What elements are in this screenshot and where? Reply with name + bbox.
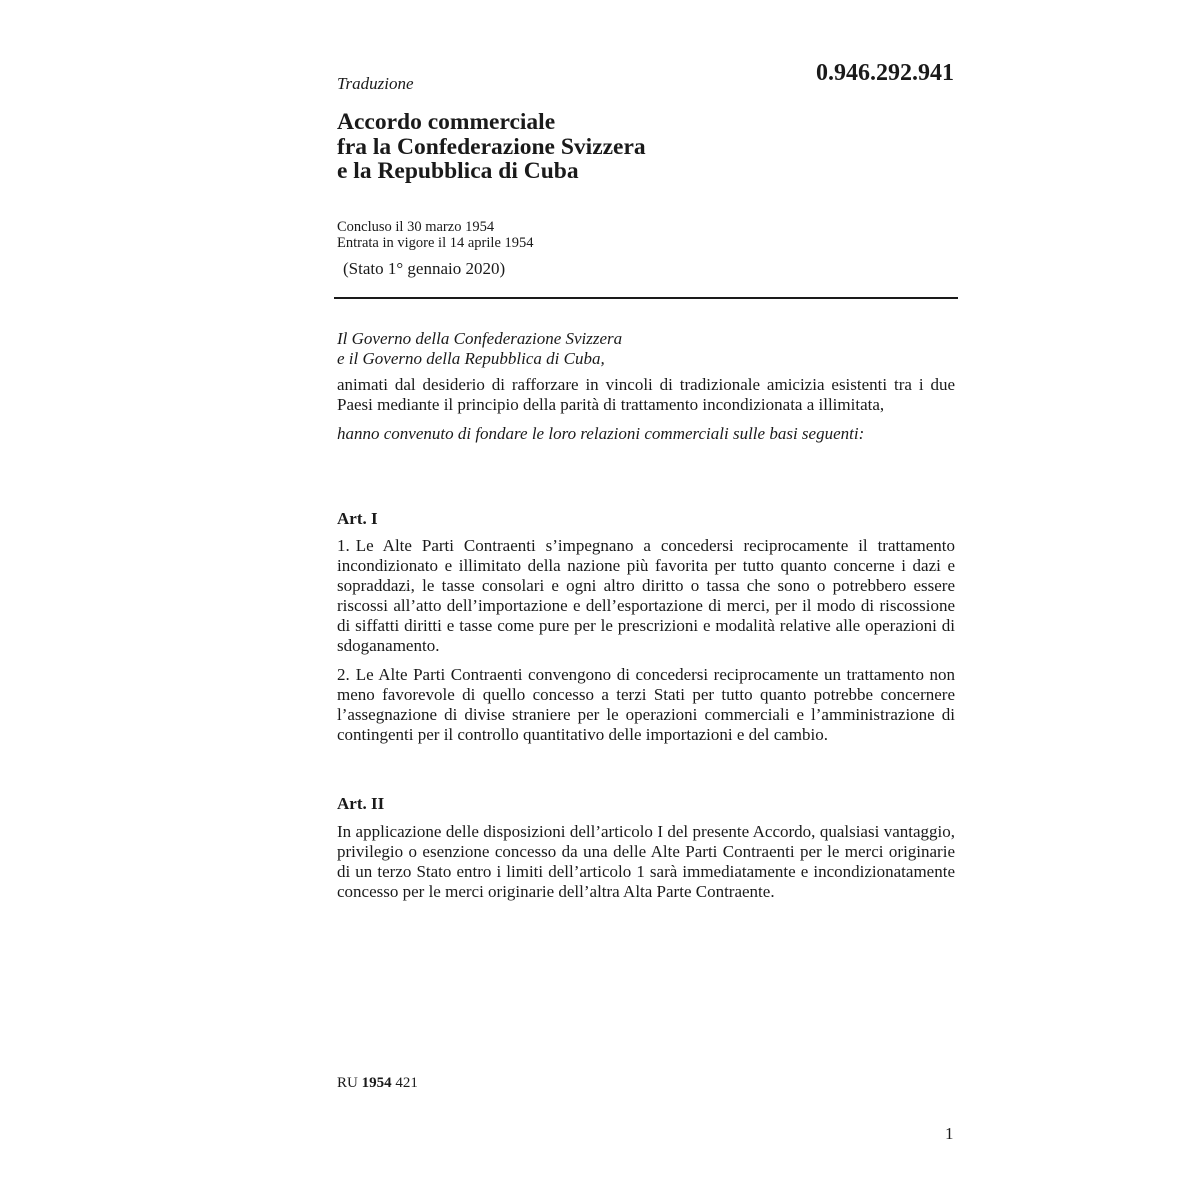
paragraph-text: In applicazione delle disposizioni dell’articolo I del presente Accordo, qualsiasi vantaggio, privilegio o esenzione concesso da una delle Alte Parti Contraenti per le merci originarie di un terzo Stato entro i limiti dell’articolo 1 sarà immediatamente e incondizionatamente concesso per le merci originarie dell’altra Alta Parte Contraente. <box>337 822 955 901</box>
paragraph-text: Le Alte Parti Contraenti convengono di concedersi reciprocamente un trattamento non meno favorevole di quello concesso a terzi Stati per tutto quanto potrebbe concernere l’assegnazione di divise straniere per le operazioni commerciali e l’amministrazione di contingenti per il controllo quantitativo delle importazioni e del cambio. <box>337 665 955 744</box>
paragraph-number: 2. <box>337 665 350 684</box>
preamble-closing: hanno convenuto di fondare le loro relazioni commerciali sulle basi seguenti: <box>337 424 865 443</box>
article-paragraph <box>337 822 955 902</box>
title-line: Accordo commerciale <box>337 109 556 135</box>
title-line: fra la Confederazione Svizzera <box>337 133 646 160</box>
status-date: (Stato 1° gennaio 2020) <box>343 259 506 278</box>
translation-label: Traduzione <box>337 74 414 93</box>
header-divider <box>334 297 958 299</box>
preamble-parties <box>337 329 955 369</box>
footer-ref-year: 1954 <box>361 1075 392 1091</box>
document-title <box>337 110 646 184</box>
preamble-party-line: Il Governo della Confederazione Svizzera <box>337 329 623 348</box>
page-number: 1 <box>945 1124 954 1143</box>
preamble-text: animati dal desiderio di rafforzare in vincoli di tradizionale amicizia esistenti tra i due Paesi mediante il principio della parità di trattamento incondizionata a illimitata, <box>337 375 955 414</box>
concluded-date: Concluso il 30 marzo 1954 <box>337 219 495 235</box>
sr-number: 0.946.292.941 <box>816 60 954 86</box>
article-heading: Art. II <box>337 794 385 813</box>
footer-ref-prefix: RU <box>337 1075 358 1091</box>
in-force-date: Entrata in vigore il 14 aprile 1954 <box>337 235 534 251</box>
article-heading: Art. I <box>337 509 378 528</box>
title-line: e la Repubblica di Cuba <box>337 158 579 184</box>
preamble-party-line: e il Governo della Repubblica di Cuba, <box>337 349 605 368</box>
footer-reference <box>337 1075 418 1092</box>
article-paragraph <box>337 665 955 745</box>
document-meta <box>337 219 534 251</box>
footer-ref-page: 421 <box>395 1075 418 1091</box>
paragraph-number: 1. <box>337 536 350 555</box>
article-paragraph <box>337 536 955 656</box>
paragraph-text: Le Alte Parti Contraenti s’impegnano a concedersi reciprocamente il trattamento incondizionato e illimitato della nazione più favorita per tutto quanto concerne i dazi e sopraddazi, le tasse consolari e ogni altro diritto o tassa che sono o potrebbero essere riscossi all’atto dell’importazione e dell’esportazione di merci, per il modo di riscossione di siffatti diritti e tasse come pure per le prescrizioni e modalità relative alle operazioni di sdoganamento. <box>337 536 955 655</box>
